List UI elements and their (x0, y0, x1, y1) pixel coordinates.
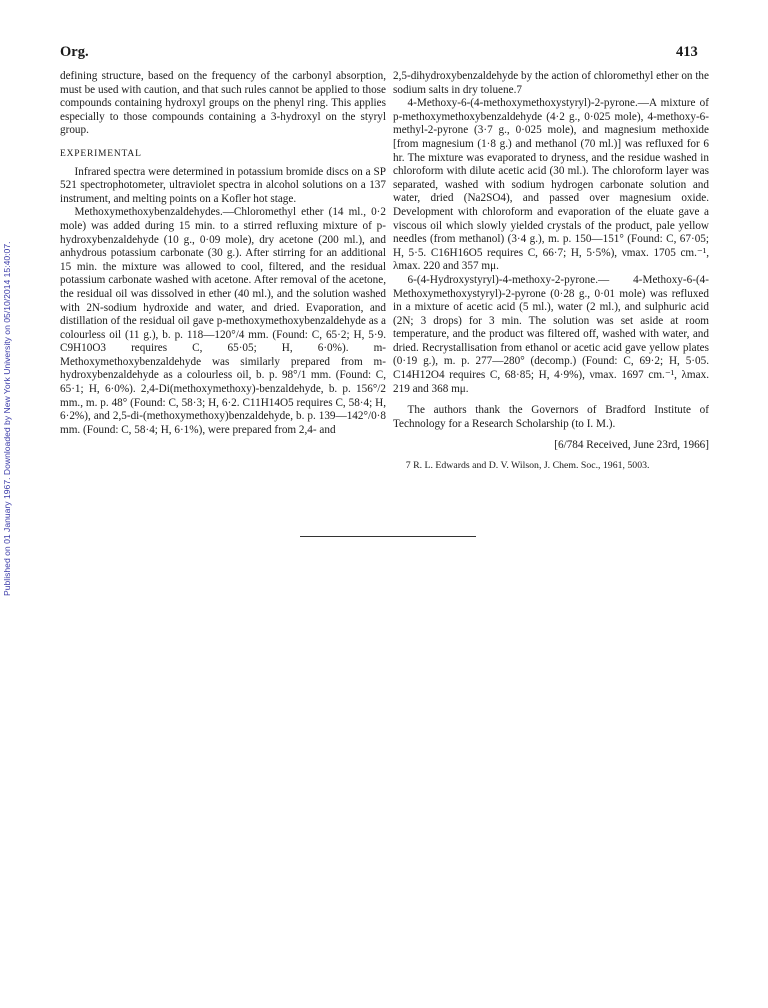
methods-paragraph: Infrared spectra were determined in potassium bromide discs on a SP 521 spectrophotometer, ultraviolet spectra in alcohol solutions on a 137 instrument, and melting points on a Kofler hot stage. (60, 165, 386, 205)
download-watermark-text: Published on 01 January 1967. Downloaded by New York University on 05/10/2014 15:40:07. (2, 241, 12, 596)
acknowledgement: The authors thank the Governors of Bradford Institute of Technology for a Research Scholarship (to I. M.). (393, 404, 709, 430)
pyrone-synthesis-paragraph: 4-Methoxy-6-(4-methoxymethoxystyryl)-2-pyrone.—A mixture of p-methoxymethoxybenzaldehyde (4·2 g., 0·025 mole), 4-methoxy-6-methyl-2-pyrone (3·7 g., 0·025 mole), and magnesium methoxide [from magnesium (1·8 g.) and methanol (70 ml.)] was refluxed for 6 hr. The mixture was evaporated to dryness, and the residue washed in chloroform with dilute acetic acid (30 ml.). The chloroform layer was separated, washed with sodium hydrogen carbonate solution and water, dried (Na2SO4), and passed over magnesium oxide. Development with chloroform and evaporation of the eluate gave a viscous oil which slowly yielded crystals of the product, pale yellow needles (from methanol) (3·4 g.), m. p. 150—151° (Found: C, 67·05; H, 5·5. C16H16O5 requires C, 66·7; H, 5·5%), νmax. 1705 cm.⁻¹, λmax. 220 and 357 mμ. (393, 97, 709, 273)
download-watermark (2, 0, 14, 1008)
discussion-paragraph: defining structure, based on the frequency of the carbonyl absorption, must be used with caution, and that such rules cannot be applied to those compounds containing hydroxyl groups on the phenyl ring. This applies especially to those compounds containing a 3-hydroxyl on the styryl group. (60, 70, 386, 137)
page-number: 413 (676, 44, 698, 60)
right-column (393, 70, 709, 473)
end-rule (300, 536, 476, 537)
hydroxystyryl-paragraph: 6-(4-Hydroxystyryl)-4-methoxy-2-pyrone.— 4-Methoxy-6-(4-Methoxymethoxystyryl)-2-pyrone (0·28 g., 0·01 mole) was refluxed in a mixture of acetic acid (5 ml.), water (2 ml.), and sulphuric acid (2N; 3 drops) for 3 min. The solution was set aside at room temperature, and the product was filtered off, washed with water, and dried. Recrystallisation from ethanol or acetic acid gave yellow plates (0·19 g.), m. p. 277—280° (decomp.) (Found: C, 69·2; H, 5·05. C14H12O4 requires C, 68·85; H, 4·9%), νmax. 1697 cm.⁻¹, λmax. 219 and 368 mμ. (393, 273, 709, 395)
reference-7: 7 R. L. Edwards and D. V. Wilson, J. Chem. Soc., 1961, 5003. (405, 460, 650, 472)
continuation-paragraph: 2,5-dihydroxybenzaldehyde by the action of chloromethyl ether on the sodium salts in dry toluene.7 (393, 70, 709, 96)
synthesis-paragraph: Methoxymethoxybenzaldehydes.—Chloromethyl ether (14 ml., 0·2 mole) was added during 15 min. to a stirred refluxing mixture of p-hydroxybenzaldehyde (10 g., 0·09 mole), dry acetone (200 ml.), and anhydrous potassium carbonate (30 g.). After stirring for an additional 15 min. the mixture was allowed to cool, filtered, and the residual potassium carbonate washed with acetone. After removal of the acetone, the residual oil was dissolved in ether (40 ml.), and the solution washed with 2N-sodium hydroxide and water, and dried. Evaporation, and distillation of the residual oil gave p-methoxymethoxybenzaldehyde as a colourless oil (11 g.), b. p. 118—120°/4 mm. (Found: C, 65·2; H, 5·9. C9H10O3 requires C, 65·05; H, 6·0%). m-Methoxymethoxybenzaldehyde was similarly prepared from m-hydroxybenzaldehyde as a colourless oil, b. p. 98°/1 mm. (Found: C, 65·1; H, 6·0%). 2,4-Di(methoxymethoxy)-benzaldehyde, b. p. 156°/2 mm., m. p. 48° (Found: C, 58·3; H, 6·2. C11H14O5 requires C, 58·4; H, 6·2%), and 2,5-di-(methoxymethoxy)benzaldehyde, b. p. 139—142°/0·8 mm. (Found: C, 58·4; H, 6·1%), were prepared from 2,4- and (60, 206, 386, 436)
journal-section: Org. (60, 44, 89, 60)
received-date: [6/784 Received, June 23rd, 1966] (554, 439, 709, 452)
section-heading: EXPERIMENTAL (60, 148, 142, 159)
left-column (60, 70, 386, 437)
